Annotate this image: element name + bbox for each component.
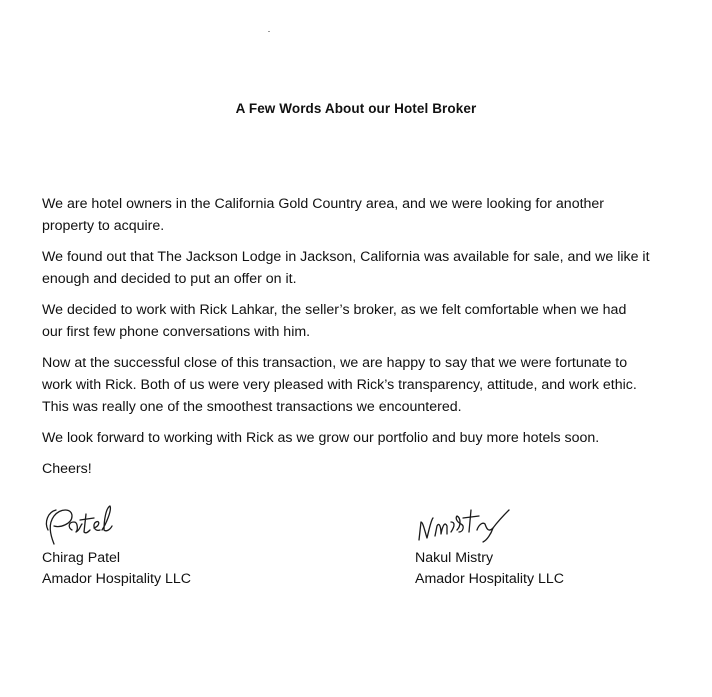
signer-company-right: Amador Hospitality LLC xyxy=(415,571,565,587)
signature-block-right xyxy=(415,500,655,590)
signature-block-left xyxy=(42,500,282,590)
letter-body xyxy=(42,193,682,489)
scan-speck xyxy=(268,31,270,32)
handwritten-signature-mistry xyxy=(415,500,525,548)
paragraph-1: We are hotel owners in the California Gold Country area, and we were looking for another property to acquire. xyxy=(42,196,605,234)
paragraph-5: We look forward to working with Rick as we grow our portfolio and buy more hotels soon. xyxy=(42,430,600,446)
handwritten-signature-patel xyxy=(42,500,152,548)
paragraph-3: We decided to work with Rick Lahkar, the seller’s broker, as we felt comfortable when we had our first few phone conversations with him. xyxy=(42,302,627,340)
paragraph-2: We found out that The Jackson Lodge in Jackson, California was available for sale, and we like it enough and decided to put an offer on it. xyxy=(42,249,650,287)
signer-name-left: Chirag Patel xyxy=(42,550,121,566)
letter-title: A Few Words About our Hotel Broker xyxy=(235,101,477,116)
closing-cheers: Cheers! xyxy=(42,461,92,477)
paragraph-4: Now at the successful close of this transaction, we are happy to say that we were fortunate to work with Rick. Both of us were very pleased with Rick’s transparency, attitude, and work ethic. This was really one of the smoothest transactions we encountered. xyxy=(42,355,637,415)
signer-name-right: Nakul Mistry xyxy=(415,550,494,566)
signer-company-left: Amador Hospitality LLC xyxy=(42,571,192,587)
